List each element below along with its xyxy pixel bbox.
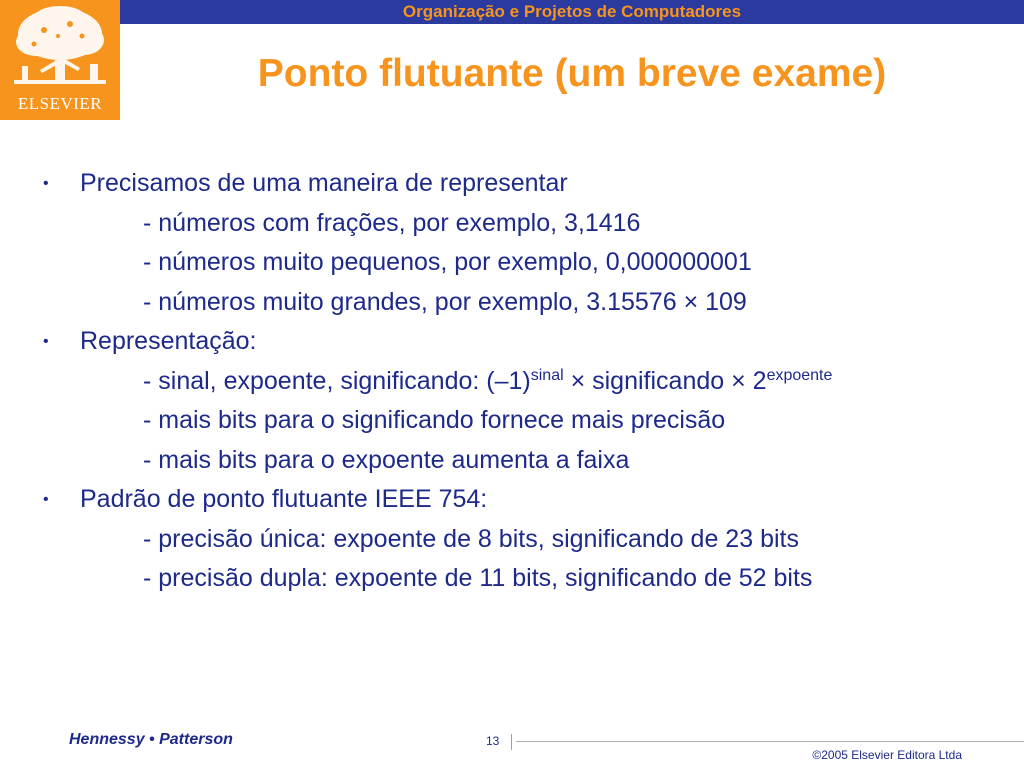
bullet-text: Representação: <box>80 327 257 355</box>
tree-icon <box>0 0 120 92</box>
sub-item <box>0 401 1024 441</box>
sub-item <box>0 520 1024 560</box>
bullet-text: Padrão de ponto flutuante IEEE 754: <box>80 485 488 513</box>
bullet-dot: • <box>43 491 49 508</box>
sub-item <box>0 204 1024 244</box>
elsevier-logo <box>0 0 120 120</box>
bullet-dot: • <box>43 333 49 350</box>
logo-wordmark: ELSEVIER <box>17 94 103 113</box>
sub-item <box>0 559 1024 599</box>
sub-item <box>0 362 1024 402</box>
slide-body <box>0 164 1024 599</box>
sub-item <box>0 441 1024 481</box>
sub-item-text: - precisão dupla: expoente de 11 bits, significando de 52 bits <box>143 564 813 592</box>
sub-item-text: - mais bits para o expoente aumenta a faixa <box>143 445 630 474</box>
bullet-item <box>0 164 1024 204</box>
sub-item-text: - números muito grandes, por exemplo, 3.15576 × 109 <box>143 287 747 316</box>
formula-middle: × significando × 2 <box>563 366 767 395</box>
sub-item <box>0 283 1024 323</box>
bullet-text: Precisamos de uma maneira de representar <box>80 169 568 197</box>
sub-item-text: - precisão única: expoente de 8 bits, significando de 23 bits <box>143 524 799 553</box>
footer-authors: Hennessy • Patterson <box>69 731 233 748</box>
formula-line <box>143 362 832 402</box>
sub-item <box>0 243 1024 283</box>
formula-prefix: - sinal, expoente, significando: (–1) <box>143 366 531 395</box>
bullet-item <box>0 480 1024 520</box>
exponent-superscript: expoente <box>766 366 833 384</box>
sub-item-text: - números muito pequenos, por exemplo, 0,000000001 <box>143 248 752 276</box>
copyright-notice: ©2005 Elsevier Editora Ltda <box>812 748 962 762</box>
footer-rule <box>516 741 1024 742</box>
page-number: 13 <box>486 734 500 748</box>
sign-superscript: sinal <box>530 366 564 384</box>
bullet-item <box>0 322 1024 362</box>
bullet-dot: • <box>43 175 49 192</box>
course-title: Organização e Projetos de Computadores <box>402 2 742 21</box>
slide-title: Ponto flutuante (um breve exame) <box>257 52 887 95</box>
footer-divider <box>511 734 512 750</box>
sub-item-text: - números com frações, por exemplo, 3,1416 <box>143 208 641 237</box>
top-bar <box>120 0 1024 24</box>
sub-item-text: - mais bits para o significando fornece mais precisão <box>143 406 726 434</box>
